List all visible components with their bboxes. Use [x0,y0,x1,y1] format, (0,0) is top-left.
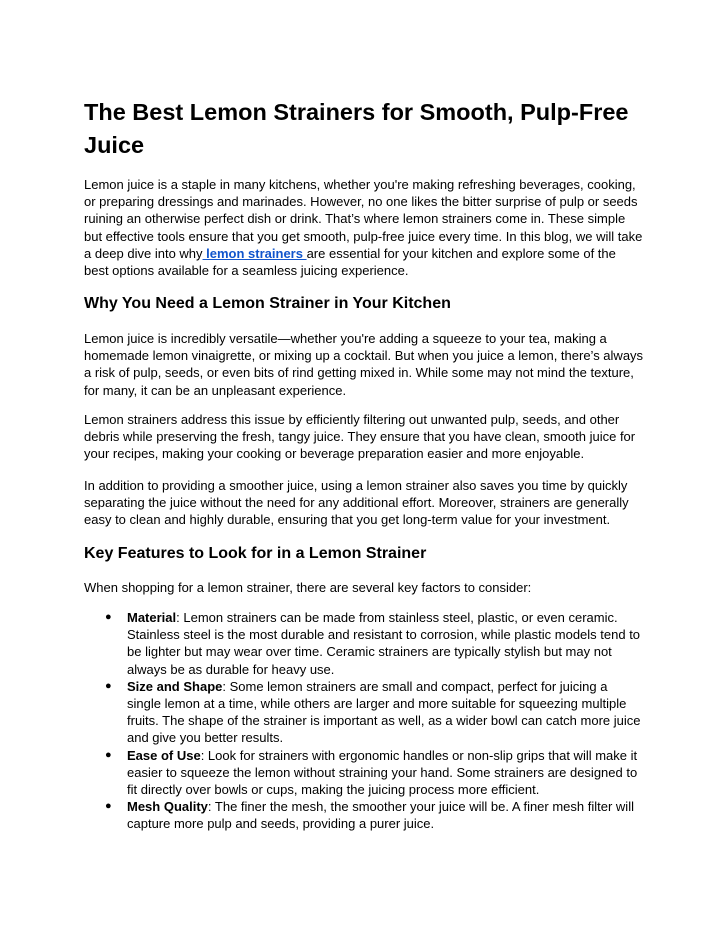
list-item-text: : The finer the mesh, the smoother your juice will be. A finer mesh filter will capture more pulp and seeds, providing a purer juice. [127,799,634,832]
bullet-icon: ● [105,748,112,761]
features-list [84,609,644,833]
intro-paragraph [84,176,644,279]
list-item-term: Ease of Use [127,747,201,763]
list-item-ease-of-use [84,747,644,799]
list-item-material [84,609,644,678]
page-title: The Best Lemon Strainers for Smooth, Pulp-Free Juice [84,99,629,158]
bullet-icon: ● [105,679,112,692]
list-item-term: Mesh Quality [127,799,208,815]
paragraph-why-1: Lemon juice is incredibly versatile—whether you're adding a squeeze to your tea, making a homemade lemon vinaigrette, or mixing up a cocktail. But when you juice a lemon, there’s always a risk of pulp, seeds, or even bits of rind getting mixed in. While some may not mind the texture, for many, it can be an unpleasant experience. [84,331,644,398]
list-item-text: : Some lemon strainers are small and compact, perfect for juicing a single lemon at a time, while others are larger and more suitable for squeezing multiple fruits. The shape of the strainer is important as well, as a wider bowl can catch more juice and give you better results. [127,678,641,746]
lemon-strainers-link[interactable]: lemon strainers [202,245,307,261]
section-heading-why: Why You Need a Lemon Strainer in Your Kitchen [84,295,451,312]
paragraph-features-intro: When shopping for a lemon strainer, there are several key factors to consider: [84,580,532,595]
list-item-size-and-shape [84,678,644,747]
list-item-term: Material [127,610,177,625]
bullet-icon: ● [105,800,112,813]
list-item-term: Size and Shape [127,678,223,694]
list-item-mesh-quality [84,798,644,832]
bullet-icon: ● [105,611,112,623]
intro-text-after-link: are essential for your kitchen and explore some of the best options available for a seamless juicing experience. [84,245,616,279]
intro-text-before-link: Lemon juice is a staple in many kitchens, whether you're making refreshing beverages, cooking, or preparing dressings and marinades. However, no one likes the bitter surprise of pulp or seeds ruining an otherwise perfect dish or drink. That’s where lemon strainers come in. These simple but effective tools ensure that you get smooth, pulp-free juice every time. In this blog, we will take a deep dive into why [84,177,643,261]
list-item-text: : Look for strainers with ergonomic handles or non-slip grips that will make it easier to squeeze the lemon without straining your hand. Some strainers are designed to fit directly over bowls or cups, making the juicing process more efficient. [127,747,638,798]
paragraph-why-2: Lemon strainers address this issue by efficiently filtering out unwanted pulp, seeds, and other debris while preserving the fresh, tangy juice. They ensure that you have clean, smooth juice for your recipes, making your cooking or beverage preparation easier and more enjoyable. [84,412,636,462]
section-heading-features: Key Features to Look for in a Lemon Strainer [84,545,427,562]
paragraph-why-3: In addition to providing a smoother juice, using a lemon strainer also saves you time by quickly separating the juice without the need for any additional effort. Moreover, strainers are generally easy to clean and highly durable, ensuring that you get long-term value for your investment. [84,478,629,528]
list-item-text: : Lemon strainers can be made from stainless steel, plastic, or even ceramic. Stainless steel is the most durable and resistant to corrosion, while plastic models tend to be lighter but may wear over time. Ceramic strainers are typically stylish but may not always be as durable for heavy use. [127,610,641,677]
